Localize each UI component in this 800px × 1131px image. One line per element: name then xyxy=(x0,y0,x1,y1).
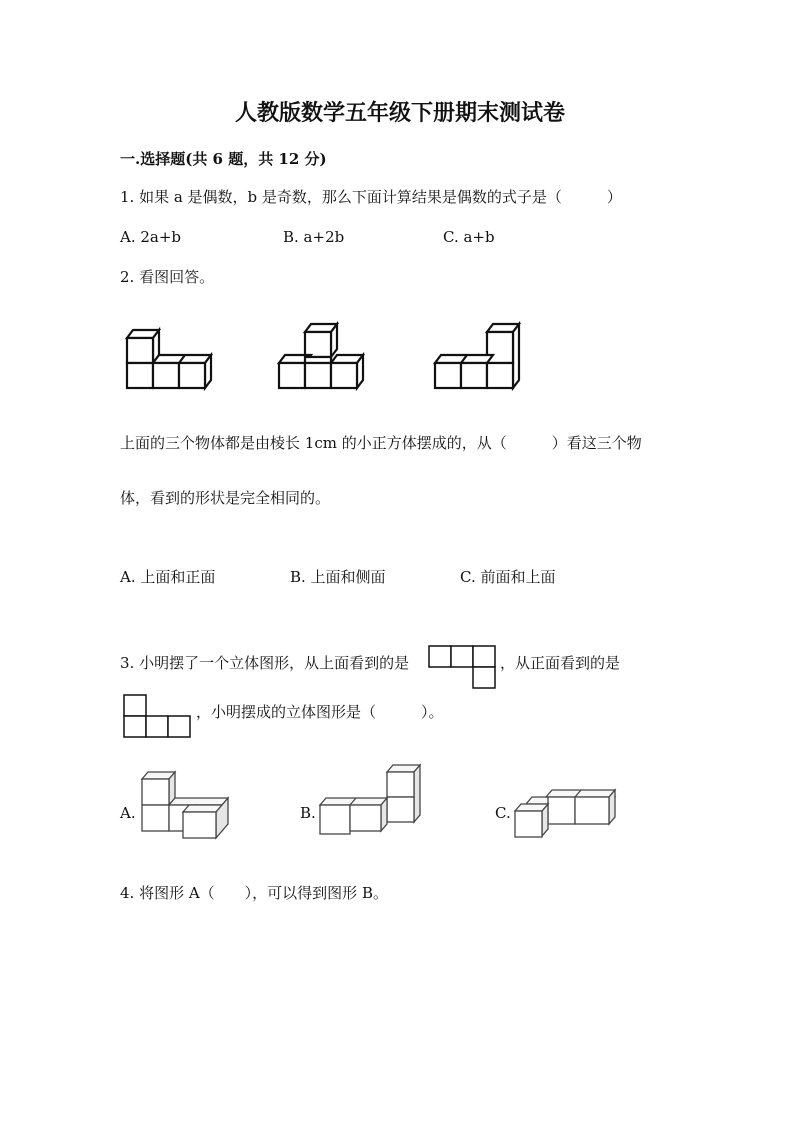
question-3-option-c-label: C. xyxy=(495,804,511,822)
question-2-option-a: A. 上面和正面 xyxy=(120,568,216,586)
section-heading: 一.选择题(共 6 题，共 12 分) xyxy=(120,150,327,168)
option-a-cube-figure xyxy=(136,768,236,843)
option-b-cube-figure xyxy=(315,760,425,845)
question-3-text-part2: ，从正面看到的是 xyxy=(500,654,621,672)
question-2-text-line1: 上面的三个物体都是由棱长 1cm 的小正方体摆成的，从（ ）看这三个物 xyxy=(120,434,642,452)
question-1-option-c: C. a+b xyxy=(443,228,495,246)
question-1-option-a: A. 2a+b xyxy=(120,228,182,246)
question-3-text-part3: ，小明摆成的立体图形是（ ）。 xyxy=(196,703,444,721)
question-2-text-line2: 体，看到的形状是完全相同的。 xyxy=(120,489,331,507)
question-1-option-b: B. a+2b xyxy=(283,228,345,246)
question-1-stem: 1. 如果 a 是偶数，b 是奇数，那么下面计算结果是偶数的式子是（ ） xyxy=(120,188,622,206)
question-2-option-b: B. 上面和侧面 xyxy=(290,568,386,586)
question-3-text-part1: 3. 小明摆了一个立体图形，从上面看到的是 xyxy=(120,654,410,672)
question-2-option-c: C. 前面和上面 xyxy=(460,568,556,586)
question-2-stem: 2. 看图回答。 xyxy=(120,268,215,286)
cube-figure-1 xyxy=(120,318,220,398)
option-c-cube-figure xyxy=(510,782,625,847)
cube-figure-3 xyxy=(428,318,528,398)
question-4-stem: 4. 将图形 A（ ），可以得到图形 B。 xyxy=(120,884,388,902)
cube-figure-2 xyxy=(272,318,372,398)
question-3-option-b-label: B. xyxy=(300,804,316,822)
question-3-option-a-label: A. xyxy=(120,804,136,822)
top-view-figure xyxy=(428,645,498,691)
front-view-figure xyxy=(123,694,193,740)
page-title: 人教版数学五年级下册期末测试卷 xyxy=(234,100,565,126)
